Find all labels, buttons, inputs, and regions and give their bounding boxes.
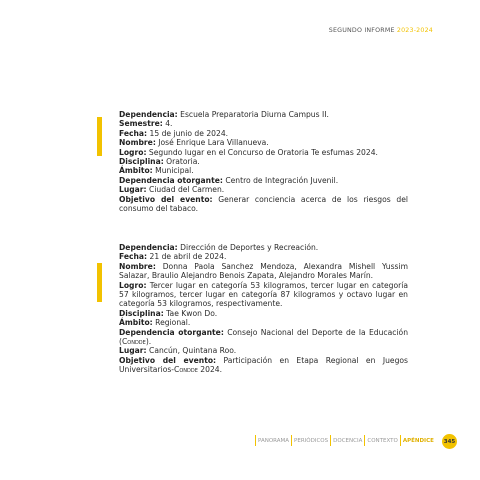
footer-separator <box>330 435 331 446</box>
entry-1-logro: Logro: Segundo lugar en el Concurso de Oratoria Te esfumas 2024. <box>119 147 378 157</box>
entry-2-objetivo: Objetivo del evento: Participación en Etapa Regional en Juegos Universitarios-Condde 2024. <box>119 355 408 375</box>
footer-nav-periodicos[interactable]: PERIÓDICOS <box>294 437 329 444</box>
award-entry-1 <box>119 110 408 213</box>
report-years: 2023-2024 <box>396 27 433 34</box>
award-entry-2 <box>119 243 408 375</box>
entry-2-dependencia: Dependencia: Dirección de Deportes y Recreación. <box>119 243 319 252</box>
entry-2-fecha: Fecha: 21 de abril de 2024. <box>119 252 227 262</box>
footer-nav-contexto[interactable]: CONTEXTO <box>367 437 398 444</box>
entry-2-nombre: Nombre: Donna Paola Sanchez Mendoza, Alexandra Mishell Yussim Salazar, Braulio Alejandro Benois Zapata, Alejandro Morales Marín. <box>119 261 408 281</box>
entry-2-ambito: Ámbito: Regional. <box>119 318 191 328</box>
footer-separator <box>291 435 292 446</box>
entry-1-accent-bar <box>97 117 102 156</box>
footer-separator <box>400 435 401 446</box>
page-number: 345 <box>442 434 457 449</box>
footer-nav <box>253 435 434 446</box>
page-header <box>329 27 433 34</box>
report-title: SEGUNDO INFORME <box>328 27 395 34</box>
entry-2-accent-bar <box>97 263 102 302</box>
entry-1-otorgante: Dependencia otorgante: Centro de Integración Juvenil. <box>119 175 339 185</box>
footer-nav-apendice[interactable]: APÉNDICE <box>402 437 434 444</box>
footer-nav-docencia[interactable]: DOCENCIA <box>333 437 363 444</box>
entry-1-semestre: Semestre: 4. <box>119 119 173 129</box>
entry-1-objetivo: Objetivo del evento: Generar conciencia acerca de los riesgos del consumo del tabaco. <box>119 194 409 214</box>
entry-2-lugar: Lugar: Cancún, Quintana Roo. <box>119 346 237 356</box>
footer-nav-panorama[interactable]: PANORAMA <box>258 437 290 444</box>
entry-1-nombre: Nombre: José Enrique Lara Villanueva. <box>119 138 269 148</box>
entry-2-otorgante: Dependencia otorgante: Consejo Nacional del Deporte de la Educación (Condde). <box>119 327 409 347</box>
entry-1-lugar: Lugar: Ciudad del Carmen. <box>119 185 225 195</box>
entry-2-disciplina: Disciplina: Tae Kwon Do. <box>119 308 218 318</box>
entry-2-logro: Logro: Tercer lugar en categoría 53 kilogramos, tercer lugar en categoría 57 kilogramos, tercer lugar en categoría 87 kilogramos y octavo lugar en categoría 53 kilogramos, respectivamente. <box>119 280 409 309</box>
entry-1-fecha: Fecha: 15 de junio de 2024. <box>119 128 229 138</box>
entry-1-dependencia: Dependencia: Escuela Preparatoria Diurna Campus II. <box>119 110 329 119</box>
entry-1-disciplina: Disciplina: Oratoria. <box>119 157 200 167</box>
footer-separator <box>255 435 256 446</box>
footer-separator <box>364 435 365 446</box>
entry-1-ambito: Ámbito: Municipal. <box>119 166 194 176</box>
